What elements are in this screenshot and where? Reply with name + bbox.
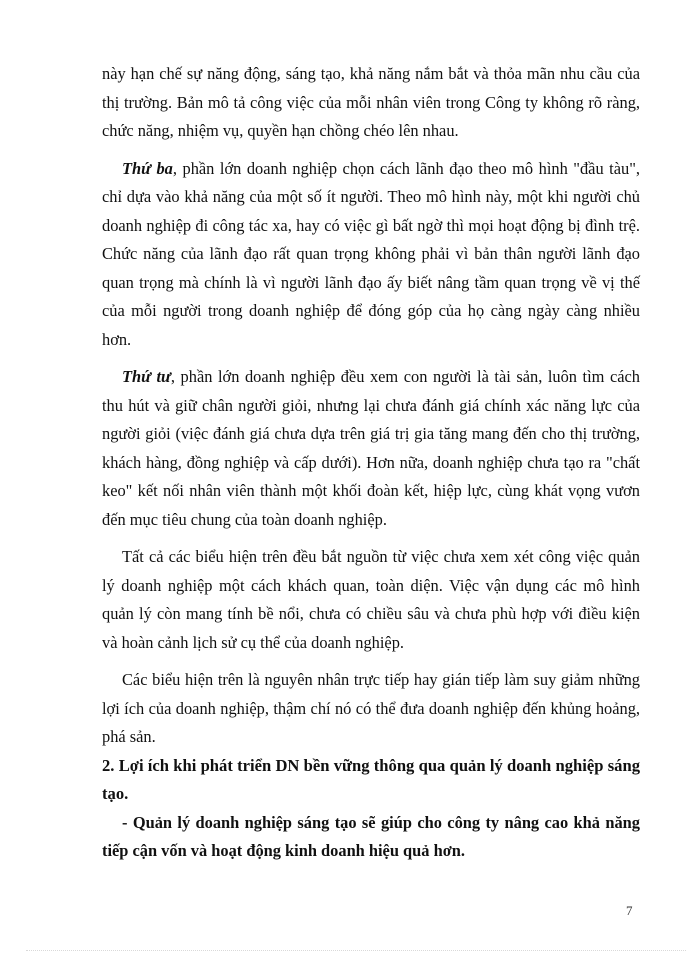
- paragraph-4-text: Tất cả các biểu hiện trên đều bắt nguồn từ việc chưa xem xét công việc quản lý doanh nghiệp một cách khách quan, toàn diện. Việc vận dụng các mô hình quản lý còn mang tính bề nổi, chưa có chiều sâu và chưa phù hợp với điều kiện và hoàn cảnh lịch sử cụ thể của doanh nghiệp.: [102, 547, 640, 652]
- paragraph-3-lead: Thứ tư: [122, 367, 171, 386]
- bold-paragraph: [102, 809, 640, 866]
- paragraph-2: [102, 155, 640, 355]
- page-number: 7: [626, 903, 633, 918]
- bottom-dotted-rule: [26, 950, 686, 951]
- paragraph-5: [102, 666, 640, 752]
- paragraph-1-text: này hạn chế sự năng động, sáng tạo, khả năng nắm bắt và thỏa mãn nhu cầu của thị trường. Bản mô tả công việc của mỗi nhân viên trong Công ty không rõ ràng, chức năng, nhiệm vụ, quyền hạn chồng chéo lên nhau.: [102, 64, 640, 140]
- paragraph-1: [102, 60, 640, 146]
- paragraph-3-text: , phần lớn doanh nghiệp đều xem con người là tài sản, luôn tìm cách thu hút và giữ chân người giỏi, nhưng lại chưa đánh giá chính xác năng lực của người giỏi (việc đánh giá chưa dựa trên giá trị gia tăng mang đến cho thị trường, khách hàng, đồng nghiệp và cấp dưới). Hơn nữa, doanh nghiệp chưa tạo ra "chất keo" kết nối nhân viên thành một khối đoàn kết, hiệp lực, cùng khát vọng vươn đến mục tiêu chung của toàn doanh nghiệp.: [102, 367, 640, 529]
- paragraph-3: [102, 363, 640, 534]
- paragraph-4: [102, 543, 640, 657]
- bold-paragraph-text: - Quản lý doanh nghiệp sáng tạo sẽ giúp cho công ty nâng cao khả năng tiếp cận vốn và hoạt động kinh doanh hiệu quả hơn.: [102, 812, 640, 860]
- paragraph-2-lead: Thứ ba: [122, 158, 173, 178]
- paragraph-5-text: Các biểu hiện trên là nguyên nhân trực tiếp hay gián tiếp làm suy giảm những lợi ích của doanh nghiệp, thậm chí nó có thể đưa doanh nghiệp đến khủng hoảng, phá sản.: [102, 670, 640, 746]
- section-heading: [102, 752, 640, 809]
- section-heading-text: 2. Lợi ích khi phát triển DN bền vững thông qua quản lý doanh nghiệp sáng tạo.: [102, 755, 640, 803]
- paragraph-2-text: , phần lớn doanh nghiệp chọn cách lãnh đạo theo mô hình "đầu tàu", chỉ dựa vào khả năng của một số ít người. Theo mô hình này, một khi người chủ doanh nghiệp đi công tác xa, hay có việc gì bất ngờ thì mọi hoạt động bị đình trệ. Chức năng của lãnh đạo rất quan trọng không phải vì bản thân người lãnh đạo quan trọng mà chính là vì người lãnh đạo ấy biết nâng tầm quan trọng về vị thế của mỗi người trong doanh nghiệp để đóng góp của họ càng ngày càng nhiều hơn.: [102, 158, 640, 349]
